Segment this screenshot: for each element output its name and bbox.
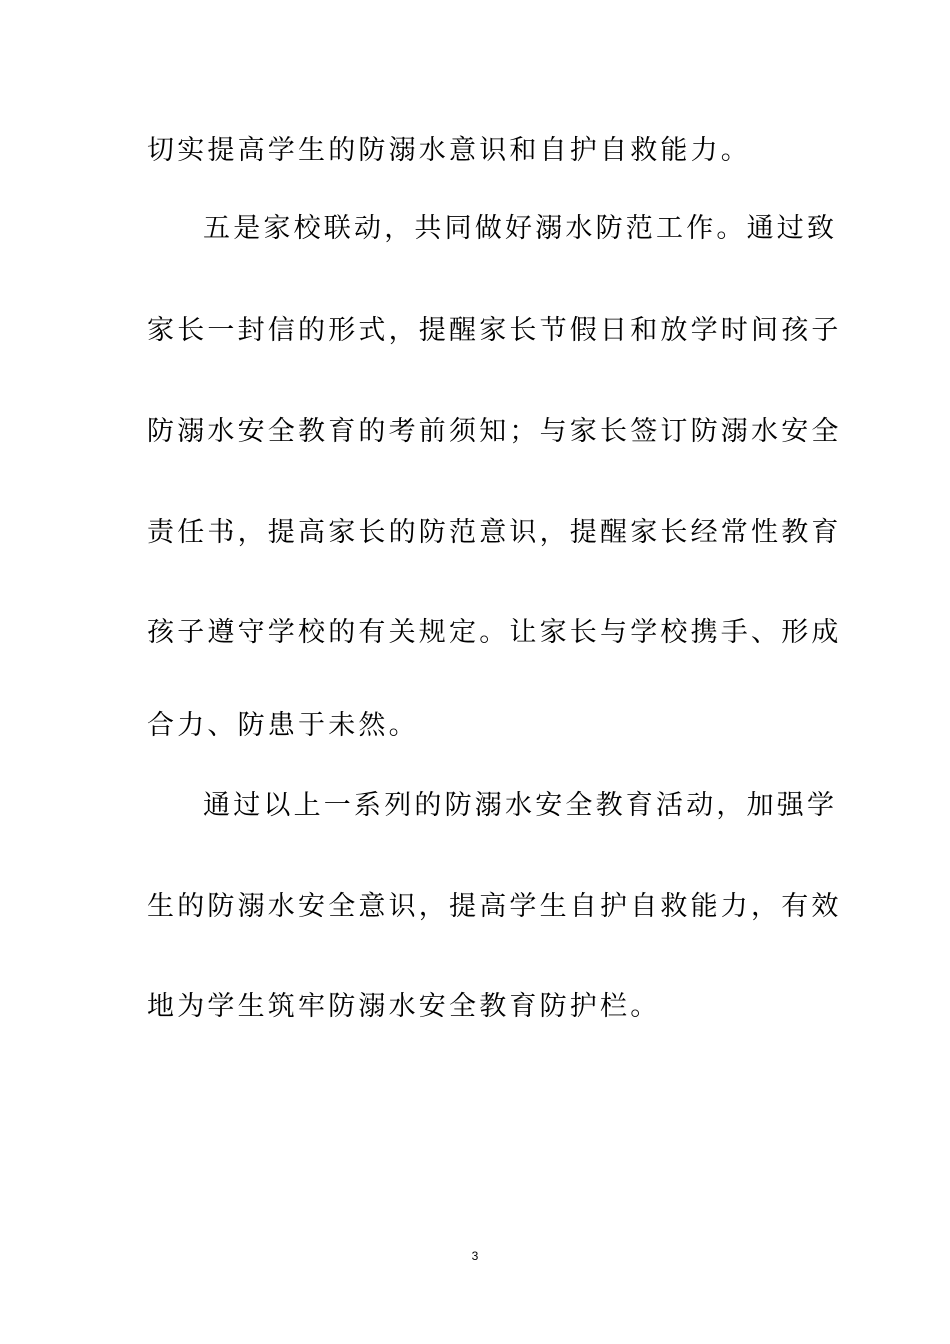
body-text-line: 地为学生筑牢防溺水安全教育防护栏。 bbox=[147, 991, 661, 1022]
paragraph-five-start: 五是家校联动，共同做好溺水防范工作。通过致 bbox=[203, 213, 838, 244]
body-text-line: 生的防溺水安全意识，提高学生自护自救能力，有效 bbox=[147, 891, 842, 922]
body-text-line: 孩子遵守学校的有关规定。让家长与学校携手、形成 bbox=[147, 617, 842, 648]
conclusion-paragraph-start: 通过以上一系列的防溺水安全教育活动，加强学 bbox=[203, 790, 838, 821]
page-number: 3 bbox=[471, 1249, 479, 1263]
body-text-line: 家长一封信的形式，提醒家长节假日和放学时间孩子 bbox=[147, 315, 842, 346]
body-text-line: 合力、防患于未然。 bbox=[147, 710, 419, 741]
body-text-line: 防溺水安全教育的考前须知；与家长签订防溺水安全 bbox=[147, 416, 842, 447]
body-text-line: 责任书，提高家长的防范意识，提醒家长经常性教育 bbox=[147, 517, 842, 548]
body-text-line: 切实提高学生的防溺水意识和自护自救能力。 bbox=[147, 135, 751, 166]
